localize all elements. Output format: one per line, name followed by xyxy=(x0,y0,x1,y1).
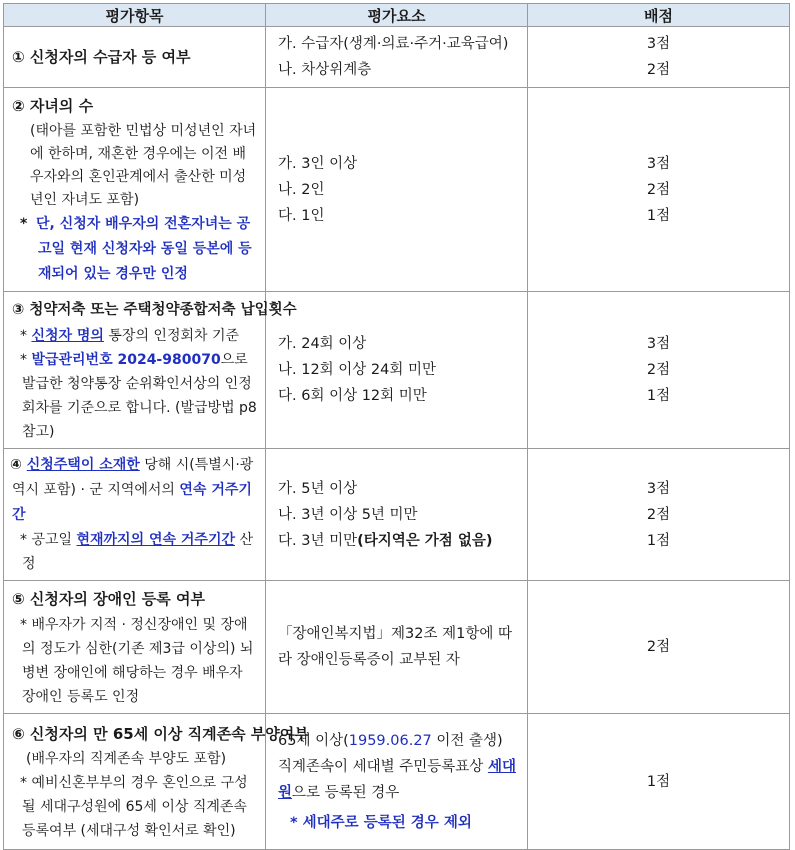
element-line: 나. 3년 이상 5년 미만 xyxy=(278,506,418,523)
elements-cell xyxy=(266,581,528,714)
element-exclusion: * 세대주로 등록된 경우 제외 xyxy=(290,814,472,831)
score-value: 3점 xyxy=(646,155,671,172)
bullet-text: 통장의 인정회차 기준 xyxy=(103,328,240,344)
score-cell xyxy=(528,88,790,292)
criteria-bullet: * 배우자가 지적 · 정신장애인 및 장애의 정도가 심한(기존 제3급 이상의) 뇌병변 장애인에 해당하는 경우 배우자 장애인 등록도 인정 xyxy=(20,617,254,705)
element-text: 으로 등록된 경우 xyxy=(292,784,400,801)
score-value: 3점 xyxy=(646,336,671,352)
score-value: 2점 xyxy=(646,362,671,378)
score-value: 1점 xyxy=(646,773,671,790)
header-score: 배점 xyxy=(528,4,790,27)
elements-cell xyxy=(266,292,528,449)
row-recipient xyxy=(4,27,790,88)
element-line: 나. 12회 이상 24회 미만 xyxy=(278,362,436,378)
element-text: 이전 출생) 직계존속이 세대별 주민등록표상 xyxy=(278,732,503,775)
bullet-text: 산정 xyxy=(22,532,253,572)
score-value: 2점 xyxy=(646,181,671,198)
element-line xyxy=(278,528,519,554)
elements-cell xyxy=(266,714,528,850)
criteria-cell xyxy=(4,581,266,714)
score-value: 1점 xyxy=(646,388,671,404)
header-criteria: 평가항목 xyxy=(4,4,266,27)
score-cell xyxy=(528,581,790,714)
criteria-title: ① 신청자의 수급자 등 여부 xyxy=(12,48,191,66)
highlight-text: 현재까지의 연속 거주기간 xyxy=(76,532,235,548)
bullet-text: 으로 발급한 청약통장 순위확인서상의 인정회차를 기준으로 합니다. (발급방법 p8 참고) xyxy=(22,352,257,440)
bullet-mark: * xyxy=(20,352,32,368)
score-cell xyxy=(528,449,790,581)
criteria-title: ③ 청약저축 또는 주택청약종합저축 납입횟수 xyxy=(12,302,297,318)
bullet-text: * 공고일 xyxy=(20,532,77,548)
row-disability xyxy=(4,581,790,714)
element-line: 「장애인복지법」제32조 제1항에 따라 장애인등록증이 교부된 자 xyxy=(278,626,512,668)
criteria-note: (태아를 포함한 민법상 미성년인 자녀에 한하며, 재혼한 경우에는 이전 배우자와의 혼인관계에서 출산한 미성년인 자녀도 포함) xyxy=(30,123,257,208)
element-line: 가. 수급자(생계·의료·주거·교육급여) xyxy=(278,36,509,52)
row-dependents xyxy=(4,714,790,850)
highlight-text: 단, 신청자 배우자의 전혼자녀는 공고일 현재 신청자와 동일 등본에 등재되어 있는 경우만 인정 xyxy=(36,216,252,282)
criteria-cell xyxy=(4,449,266,581)
element-text: 다. 3년 미만 xyxy=(278,532,358,549)
score-value: 3점 xyxy=(646,36,671,52)
score-cell xyxy=(528,714,790,850)
elements-cell xyxy=(266,449,528,581)
bullet-mark: * xyxy=(20,328,32,344)
asterisk: * xyxy=(20,216,28,232)
criteria-text: 당해 시(특별시·광역시 포함) · 군 지역에서의 xyxy=(12,457,254,498)
date-text: 1959.06.27 xyxy=(348,732,432,749)
highlight-text: 신청주택이 소재한 xyxy=(26,457,140,473)
score-value: 2점 xyxy=(646,506,671,523)
element-line: 다. 1인 xyxy=(278,207,325,224)
scoring-table xyxy=(3,3,790,850)
element-line: 다. 6회 이상 12회 미만 xyxy=(278,388,427,404)
element-text: 65세 이상( xyxy=(278,732,349,749)
score-cell xyxy=(528,27,790,88)
element-line: 가. 24회 이상 xyxy=(278,336,367,352)
criteria-number: ④ xyxy=(10,457,27,473)
criteria-cell xyxy=(4,27,266,88)
criteria-cell xyxy=(4,292,297,449)
highlight-text: 발급관리번호 2024-980070 xyxy=(31,352,221,368)
highlight-text: 연속 거주기간 xyxy=(12,482,252,523)
score-value: 1점 xyxy=(646,532,671,549)
criteria-title xyxy=(12,453,259,528)
score-value: 1점 xyxy=(646,207,671,224)
criteria-bullet xyxy=(12,528,259,576)
element-bold: (타지역은 가점 없음) xyxy=(357,532,493,549)
criteria-star-note xyxy=(12,212,259,287)
criteria-note: (배우자의 직계존속 부양도 포함) xyxy=(26,751,227,767)
criteria-bullet: * 예비신혼부부의 경우 혼인으로 구성될 세대구성원에 65세 이상 직계존속 등록여부 (세대구성 확인서로 확인) xyxy=(20,775,248,839)
criteria-cell xyxy=(4,88,266,292)
element-line xyxy=(278,728,519,806)
score-cell xyxy=(528,292,790,449)
elements-cell xyxy=(266,27,528,88)
element-line: 나. 차상위계층 xyxy=(278,62,372,78)
highlight-text: 세대원 xyxy=(278,758,516,801)
score-value: 3점 xyxy=(646,480,671,497)
criteria-title: ⑤ 신청자의 장애인 등록 여부 xyxy=(12,590,205,608)
score-value: 2점 xyxy=(646,639,671,655)
criteria-bullet xyxy=(12,324,259,348)
element-line: 가. 5년 이상 xyxy=(278,480,358,497)
header-row xyxy=(4,4,790,27)
criteria-title: ⑥ 신청자의 만 65세 이상 직계존속 부양여부 xyxy=(12,725,309,743)
criteria-bullet xyxy=(12,348,259,444)
criteria-title: ② 자녀의 수 xyxy=(12,97,94,115)
element-line: 나. 2인 xyxy=(278,181,325,198)
score-value: 2점 xyxy=(646,62,671,78)
header-elements: 평가요소 xyxy=(266,4,528,27)
elements-cell xyxy=(266,88,528,292)
row-children xyxy=(4,88,790,292)
row-residence xyxy=(4,449,790,581)
highlight-text: 신청자 명의 xyxy=(31,328,104,344)
element-line: 가. 3인 이상 xyxy=(278,155,358,172)
criteria-cell xyxy=(4,714,309,850)
row-savings xyxy=(4,292,790,449)
